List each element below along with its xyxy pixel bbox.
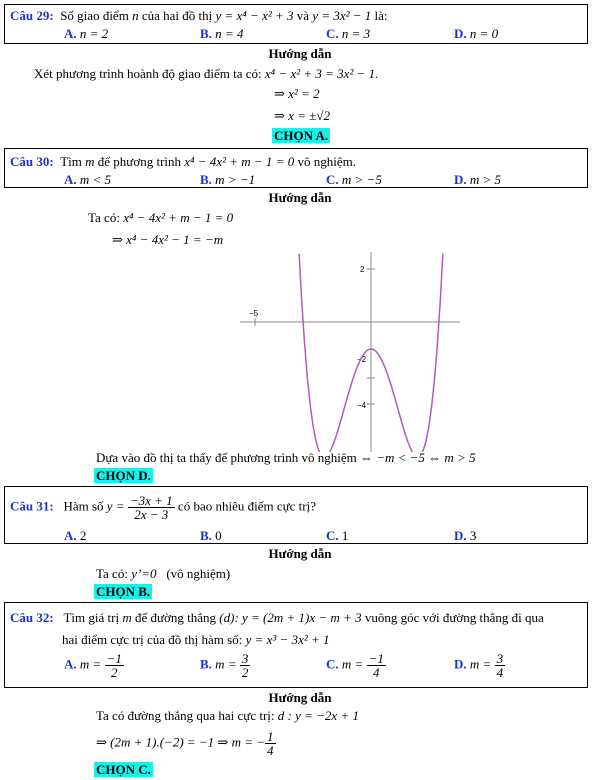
q30-solution-1: Ta có: x⁴ − 4x² + m − 1 = 0 [88,210,234,225]
q32-stem-line-2: hai điểm cực trị của đồ thị hàm số: y = x³ − 3x² + 1 [62,632,330,647]
q32-answer: CHỌN C. [96,762,151,777]
q30-option-d[interactable]: D. m > 5 [454,172,502,187]
q30-solution-3: Dựa vào đồ thị ta thấy để phương trình vô nghiệm ⇔ −m < −5 ⇔ m > 5 [96,450,476,465]
q30-stem-line: Câu 30: Tìm m để phương trình x⁴ − 4x² + m − 1 = 0 vô nghiệm. [10,154,356,169]
q31-option-c[interactable]: C. 1 [326,528,349,543]
q29-option-d[interactable]: D. n = 0 [454,26,499,41]
q30-function-graph [240,252,460,452]
q30-option-c[interactable]: C. m > −5 [326,172,382,187]
q30-guide-heading: Hướng dẫn [268,190,332,205]
q31-option-d[interactable]: D. 3 [454,528,477,543]
q31-guide-heading: Hướng dẫn [268,546,332,561]
q29-option-a[interactable]: A. n = 2 [64,26,109,41]
q32-option-c[interactable]: C. m = $\frac{-1}{4}$ [326,651,384,680]
q31-stem-line: Câu 31: Hàm số y = $\frac{-3x + 1}{2x - 3}$ có bao nhiêu điểm cực trị? [10,493,316,522]
graph-label-minus-4: −4 [357,401,367,410]
q32-option-b[interactable]: B. m = $\frac{3}{2}$ [200,651,249,680]
graph-label-minus-2: −2 [357,355,367,364]
q29-stem-line [10,8,388,24]
q29-and: và [296,8,310,23]
q30-option-b[interactable]: B. m > −1 [200,172,256,187]
q31-answer: CHỌN B. [96,584,151,599]
q32-solution-2: ⇒ (2m + 1).(−2) = −1 ⇒ m = − $\frac{1}{4}$ [96,729,274,758]
q29-label: Câu 29: [10,8,54,23]
q29-stem: Số giao điểm [60,8,129,23]
q29-solution-1: Xét phương trình hoành độ giao điểm ta có: x⁴ − x² + 3 = 3x² − 1. [34,66,379,81]
q30-option-a[interactable]: A. m < 5 [64,172,112,187]
q29-solution-3: ⇒ x = ±√2 [274,108,330,123]
q29-option-c[interactable]: C. n = 3 [326,26,371,41]
q29-answer: CHỌN A. [274,128,329,143]
q32-option-a[interactable]: A. m = $\frac{-1}{2}$ [64,651,122,680]
q29-var: n [132,8,139,23]
graph-label-2: 2 [360,265,365,274]
q32-guide-heading: Hướng dẫn [268,690,332,705]
q29-f2: y = 3x² − 1 [312,8,372,23]
q32-stem-line-1: Câu 32: Tìm giá trị m để đường thẳng (d): y = (2m + 1)x − m + 3 vuông góc với đường thẳng đi qua [10,610,544,625]
q31-solution-1: Ta có: y’=0 (vô nghiệm) [96,566,231,581]
q29-solution-2: ⇒ x² = 2 [274,86,320,101]
q29-guide-heading: Hướng dẫn [268,46,332,61]
q29-option-b[interactable]: B. n = 4 [200,26,244,41]
q29-end: là: [374,8,388,23]
q31-option-b[interactable]: B. 0 [200,528,222,543]
q31-fraction: $\frac{-3x + 1}{2x - 3}$ [129,493,173,522]
q30-solution-2: ⇒ x⁴ − 4x² − 1 = −m [112,232,224,247]
graph-label-minus-5: −5 [249,309,259,318]
q32-option-d[interactable]: D. m = $\frac{3}{4}$ [454,651,504,680]
q32-solution-1: Ta có đường thẳng qua hai cực trị: d : y = −2x + 1 [96,708,359,723]
q31-option-a[interactable]: A. 2 [64,528,87,543]
q29-f1: y = x⁴ − x² + 3 [215,8,294,23]
q30-answer: CHỌN D. [96,468,151,483]
q29-mid: của hai đồ thị [141,8,213,23]
